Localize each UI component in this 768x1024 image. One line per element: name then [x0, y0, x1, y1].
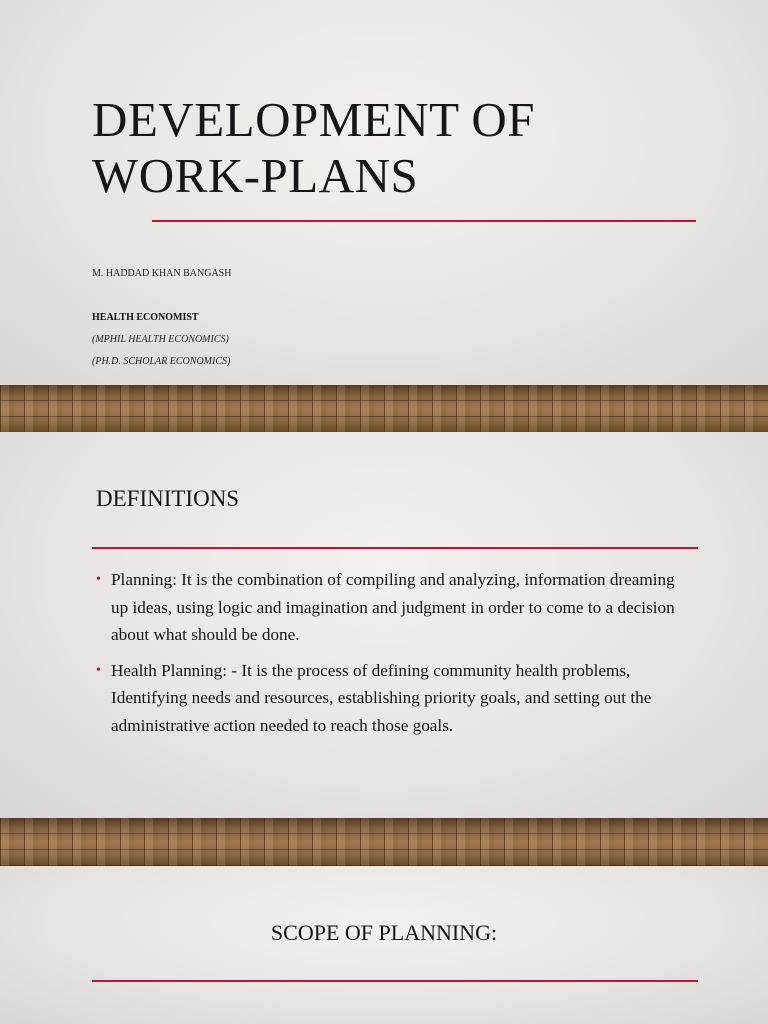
slide-scope [0, 866, 768, 1024]
author-credential-1: (MPHIL HEALTH ECONOMICS) [92, 334, 229, 345]
definitions-list [96, 566, 696, 747]
list-item [96, 657, 696, 740]
title-line-1: DEVELOPMENT OF [92, 92, 536, 147]
slide-title [0, 0, 768, 385]
bullet-icon: • [96, 662, 101, 678]
scope-heading: SCOPE OF PLANNING: [270, 920, 498, 945]
title-line-2: WORK-PLANS [92, 148, 419, 203]
author-credential-2: (PH.D. SCHOLAR ECONOMICS) [92, 356, 231, 367]
presentation-title [92, 92, 535, 204]
definitions-heading: DEFINITIONS [96, 486, 240, 511]
scope-divider [92, 980, 698, 982]
wood-floor-divider [0, 818, 768, 866]
bullet-icon: • [96, 572, 101, 587]
list-item [96, 566, 696, 649]
author-name: M. HADDAD KHAN BANGASH [92, 268, 232, 279]
definition-health-planning: Health Planning: - It is the process of defining community health problems, Identifying needs and resources, establishing priority goals, and setting out the administrative action needed to reach those goals. [111, 660, 652, 735]
slide-definitions [0, 432, 768, 818]
author-role: HEALTH ECONOMIST [92, 312, 199, 323]
wood-floor-divider [0, 385, 768, 432]
title-divider [152, 220, 696, 222]
definition-planning: Planning: It is the combination of compiling and analyzing, information dreaming up ideas, using logic and imagination and judgment in order to come to a decision about what should be done. [111, 570, 675, 644]
definitions-divider [92, 547, 698, 549]
